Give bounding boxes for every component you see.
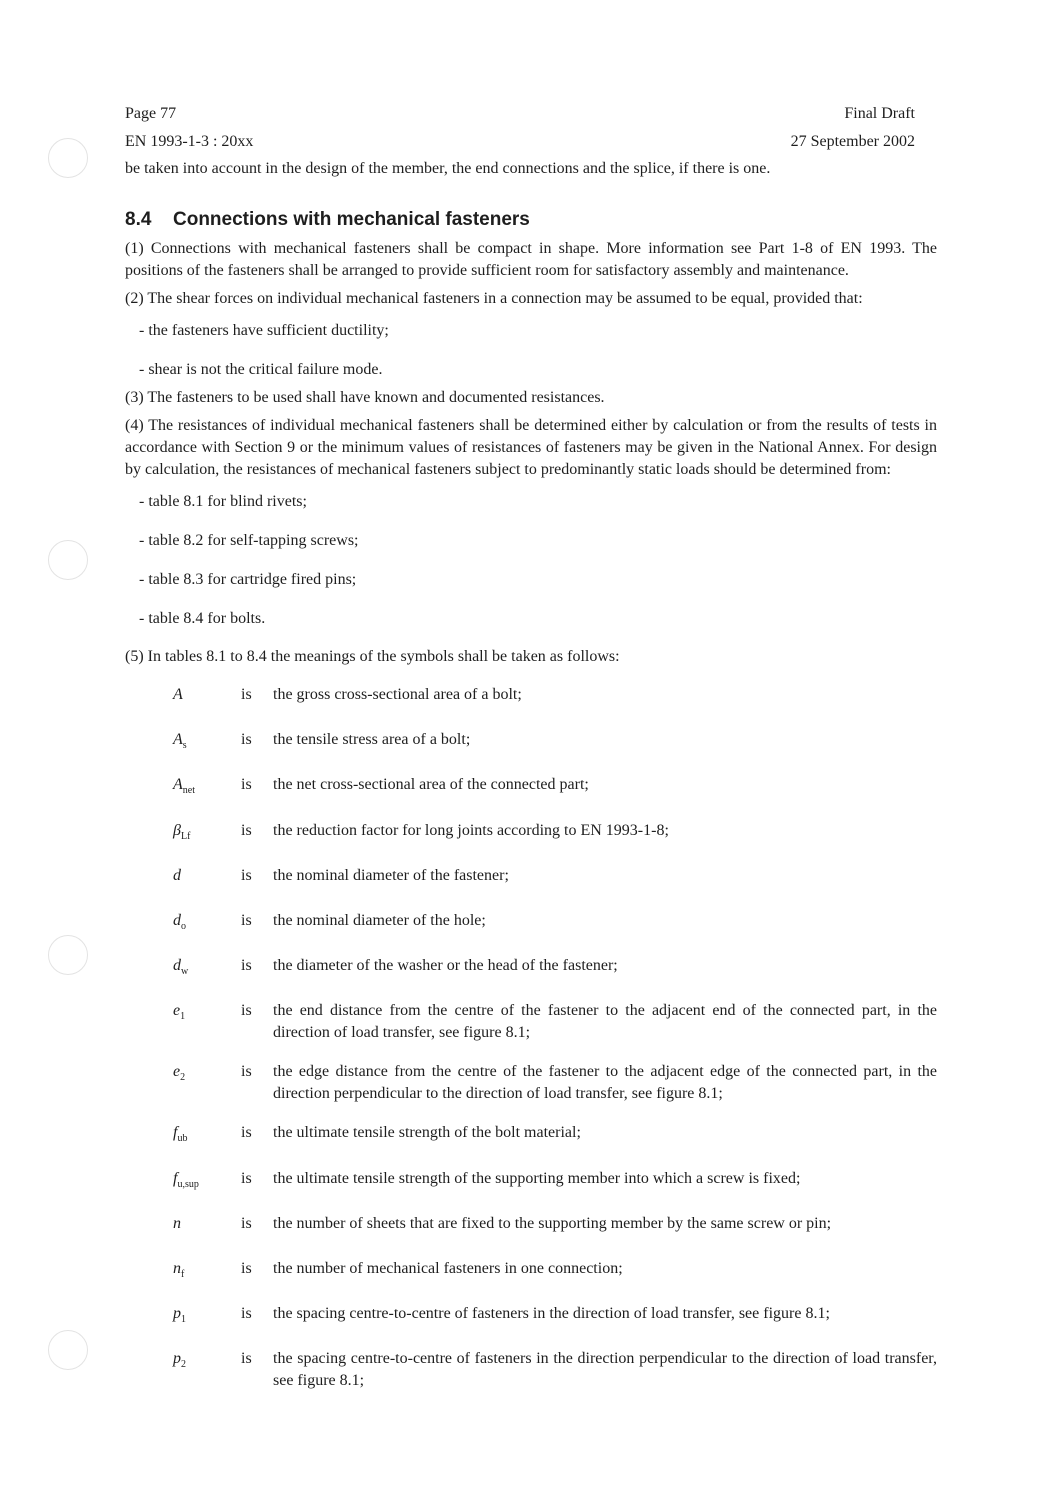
- symbol-definition: the end distance from the centre of the fastener to the adjacent end of the connected part, in the direction of load transfer, see figure 8.1;: [273, 1002, 937, 1042]
- symbol-definition: the diameter of the washer or the head of the fastener;: [273, 957, 618, 975]
- symbol-definition: the ultimate tensile strength of the bolt material;: [273, 1124, 581, 1142]
- symbol-subscript: w: [181, 966, 189, 978]
- is-word: is: [241, 866, 252, 884]
- paragraph-1: (1) Connections with mechanical fasteners shall be compact in shape. More information see Part 1-8 of EN 1993. The positions of the fasteners shall be arranged to provide sufficient room for satisfactory assembly and maintenance.: [125, 240, 937, 279]
- is-word: is: [241, 957, 252, 975]
- symbol-definition: the spacing centre-to-centre of fasteners in the direction perpendicular to the direction of load transfer, see figure 8.1;: [273, 1350, 937, 1390]
- symbol-row: [125, 774, 937, 802]
- symbol: [125, 684, 241, 712]
- symbol-row: [125, 1303, 937, 1331]
- symbol: [125, 1348, 241, 1392]
- list-item: - table 8.2 for self-tapping screws;: [139, 532, 359, 549]
- symbol-definition: the number of sheets that are fixed to the supporting member by the same screw or pin;: [273, 1214, 832, 1232]
- symbol-definition: the number of mechanical fasteners in one connection;: [273, 1259, 623, 1277]
- symbol-subscript: 1: [181, 1314, 186, 1326]
- symbol: [125, 1168, 241, 1196]
- symbol-row: [125, 1168, 937, 1196]
- is-word: is: [241, 1002, 252, 1020]
- symbol-base: e: [173, 1002, 181, 1020]
- symbol: [125, 1000, 241, 1044]
- symbol-base: f: [173, 1169, 178, 1187]
- symbol-row: [125, 1348, 937, 1392]
- is-word: is: [241, 731, 252, 749]
- symbol-base: A: [173, 776, 183, 794]
- is-word: is: [241, 1063, 252, 1081]
- symbol-base: d: [173, 957, 181, 975]
- list-item: - table 8.4 for bolts.: [139, 610, 266, 627]
- symbol: [125, 820, 241, 848]
- is-word: is: [241, 1169, 252, 1187]
- page-body: [125, 158, 937, 1409]
- is-word: is: [241, 1350, 252, 1368]
- list-item: - table 8.1 for blind rivets;: [139, 493, 307, 510]
- symbol-subscript: s: [182, 740, 187, 752]
- symbol-base: A: [173, 686, 183, 703]
- symbol-row: [125, 1122, 937, 1150]
- page-header-row-1: [125, 103, 915, 125]
- symbol-row: [125, 684, 937, 712]
- symbol-definition: the ultimate tensile strength of the supporting member into which a screw is fixed;: [273, 1169, 801, 1187]
- symbol-base: d: [173, 866, 181, 884]
- symbol-base: f: [173, 1124, 178, 1142]
- symbol-subscript: Lf: [180, 830, 191, 842]
- list-item: - the fasteners have sufficient ductility;: [139, 322, 389, 339]
- is-word: is: [241, 686, 252, 703]
- page-header-row-2: [125, 131, 915, 153]
- is-word: is: [241, 911, 252, 929]
- symbol-base: A: [173, 731, 183, 749]
- symbol-subscript: net: [182, 785, 195, 797]
- symbol-subscript: 2: [181, 1359, 186, 1371]
- symbol-subscript: 1: [180, 1011, 186, 1023]
- symbol-definition: the gross cross-sectional area of a bolt;: [273, 686, 522, 703]
- symbol-row: [125, 955, 937, 983]
- symbol: [125, 910, 241, 938]
- symbol-base: e: [173, 1063, 181, 1081]
- symbol-subscript: 2: [180, 1072, 186, 1084]
- symbol-subscript: o: [181, 921, 186, 933]
- document-date: 27 September 2002: [790, 133, 915, 150]
- symbol-subscript: u,sup: [177, 1178, 199, 1190]
- is-word: is: [241, 776, 252, 794]
- symbol-base: n: [173, 1259, 181, 1277]
- symbol: [125, 1213, 241, 1241]
- is-word: is: [241, 1259, 252, 1277]
- paragraph-2: (2) The shear forces on individual mechanical fasteners in a connection may be assumed to be equal, provided that:: [125, 290, 863, 307]
- paragraph-3: (3) The fasteners to be used shall have known and documented resistances.: [125, 389, 605, 406]
- symbol-subscript: ub: [177, 1133, 188, 1145]
- symbol-definition: the reduction factor for long joints according to EN 1993-1-8;: [273, 821, 669, 839]
- symbol-base: d: [173, 911, 181, 929]
- section-title: Connections with mechanical fasteners: [173, 209, 530, 230]
- punch-hole: [48, 138, 88, 178]
- is-word: is: [241, 1124, 252, 1142]
- section-heading: [125, 208, 937, 232]
- continuation-text: be taken into account in the design of the member, the end connections and the splice, if there is one.: [125, 160, 771, 177]
- is-word: is: [241, 1214, 252, 1232]
- standard-number: EN 1993-1-3 : 20xx: [125, 133, 254, 150]
- symbol: [125, 955, 241, 983]
- symbol-row: [125, 729, 937, 757]
- symbol: [125, 1061, 241, 1105]
- page-number: Page 77: [125, 105, 177, 122]
- paragraph-4-list: [125, 491, 937, 630]
- symbol: [125, 1122, 241, 1150]
- symbol: [125, 1303, 241, 1331]
- symbol-row: [125, 1000, 937, 1044]
- paragraph-5: (5) In tables 8.1 to 8.4 the meanings of the symbols shall be taken as follows:: [125, 648, 620, 665]
- symbol: [125, 865, 241, 893]
- symbol-definition: the nominal diameter of the hole;: [273, 911, 486, 929]
- symbol-base: p: [173, 1350, 181, 1368]
- symbol-definition: the net cross-sectional area of the connected part;: [273, 776, 589, 794]
- symbol-list: [125, 684, 937, 1392]
- section-number: 8.4: [125, 209, 152, 230]
- symbol-row: [125, 865, 937, 893]
- symbol-base: n: [173, 1214, 181, 1232]
- symbol-row: [125, 1258, 937, 1286]
- punch-hole: [48, 540, 88, 580]
- paragraph-2-list: [125, 320, 937, 381]
- punch-hole: [48, 1330, 88, 1370]
- symbol-base: p: [173, 1305, 181, 1323]
- is-word: is: [241, 1305, 252, 1323]
- symbol: [125, 729, 241, 757]
- symbol-row: [125, 1061, 937, 1105]
- symbol: [125, 1258, 241, 1286]
- symbol-definition: the tensile stress area of a bolt;: [273, 731, 471, 749]
- symbol: [125, 774, 241, 802]
- punch-hole: [48, 935, 88, 975]
- draft-status: Final Draft: [844, 105, 915, 122]
- list-item: - shear is not the critical failure mode.: [139, 361, 383, 378]
- list-item: - table 8.3 for cartridge fired pins;: [139, 571, 357, 588]
- symbol-row: [125, 910, 937, 938]
- symbol-definition: the spacing centre-to-centre of fasteners in the direction of load transfer, see figure 8.1;: [273, 1305, 830, 1323]
- symbol-subscript: f: [181, 1269, 185, 1281]
- is-word: is: [241, 821, 252, 839]
- symbol-base: β: [173, 821, 181, 839]
- paragraph-4: (4) The resistances of individual mechanical fasteners shall be determined either by calculation or from the results of tests in accordance with Section 9 or the minimum values of resistances of fasteners may be given in the National Annex. For design by calculation, the resistances of mechanical fasteners subject to predominantly static loads should be determined from:: [125, 417, 937, 478]
- symbol-row: [125, 820, 937, 848]
- symbol-definition: the nominal diameter of the fastener;: [273, 866, 509, 884]
- symbol-definition: the edge distance from the centre of the fastener to the adjacent edge of the connected part, in the direction perpendicular to the direction of load transfer, see figure 8.1;: [273, 1063, 937, 1103]
- symbol-row: [125, 1213, 937, 1241]
